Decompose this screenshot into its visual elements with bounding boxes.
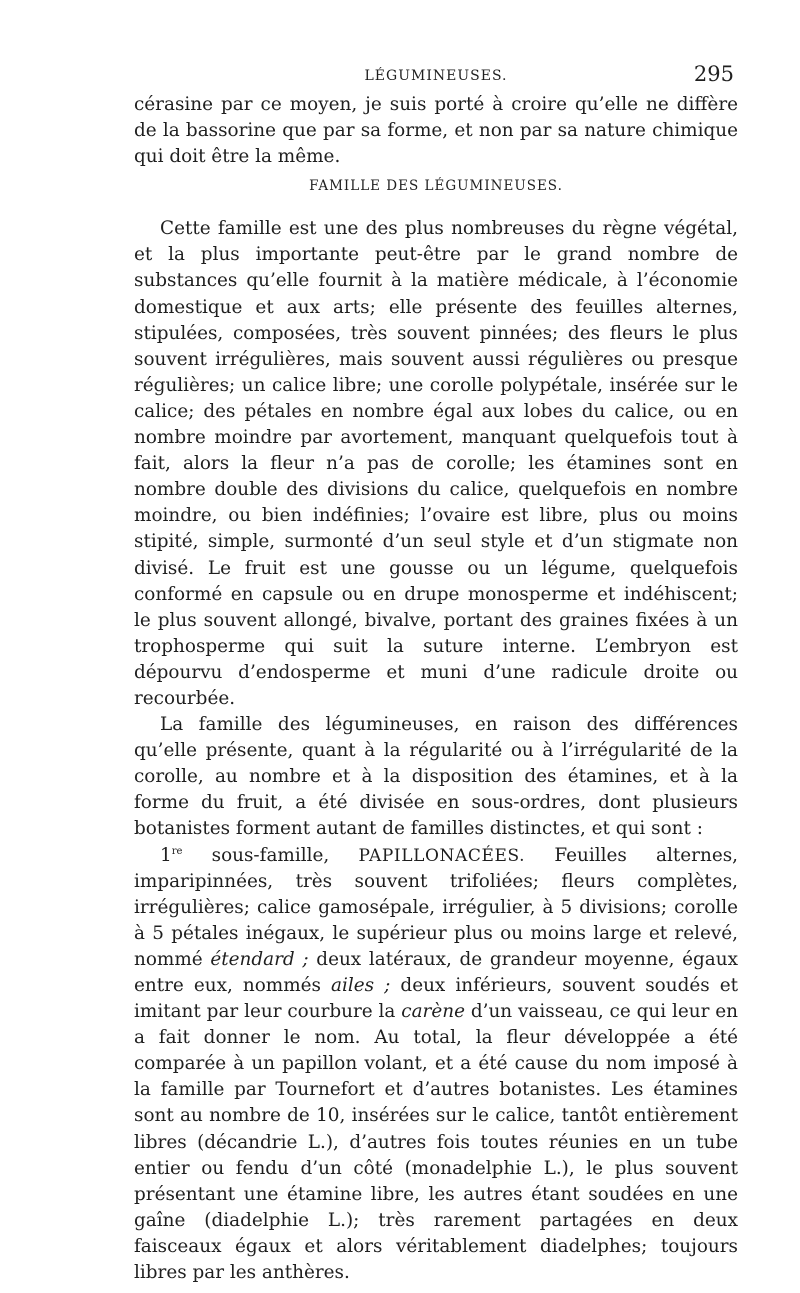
family-division-paragraph: La famille des légumineuses, en raison des différences qu’elle présente, quant à la régularité ou à l’irrégularité de la corolle, au nombre et à la disposition des étamines, et à la forme du fruit, a été divisée en sous-ordres, dont plusieurs botanistes forment autant de familles distinctes, et qui sont : <box>134 714 738 840</box>
subfamily-text-a: Feuilles alternes, imparipinnées, très souvent trifoliées; fleurs complètes, irrégulières; calice gamosépale, irrégulier, à 5 divisions; corolle à 5 pétales inégaux, le supérieur plus ou moins large et relevé, nommé <box>134 844 738 970</box>
running-title: LÉGUMINEUSES. <box>364 68 508 84</box>
term-ailes: ailes ; <box>331 975 391 996</box>
subfamily-lead: sous-famille, <box>182 844 359 866</box>
intro-paragraph: cérasine par ce moyen, je suis porté à croire qu’elle ne diffère de la bassorine que par sa forme, et non par sa nature chimique qui doit être la même. <box>134 94 738 168</box>
subfamily-name: PAPILLONACÉES. <box>358 845 526 866</box>
subfamily-ordinal: 1 <box>160 844 172 866</box>
subfamily-text-c: deux inférieurs, souvent soudés et imitant par leur courbure la <box>134 975 739 1023</box>
term-etendard: étendard ; <box>210 948 309 970</box>
section-heading: FAMILLE DES LÉGUMINEUSES. <box>309 178 563 195</box>
subfamily-text-b: deux latéraux, de grandeur moyenne, égaux entre eux, nommés <box>134 948 738 996</box>
running-head <box>134 62 738 92</box>
family-description-paragraph: Cette famille est une des plus nombreuses du règne végétal, et la plus importante peut-être par le grand nombre de substances qu’elle fournit à la matière médicale, à l’économie domestique et aux arts; elle présente des feuilles alternes, stipulées, composées, très souvent pinnées; des fleurs le plus souvent irrégulières, mais souvent aussi régulières ou presque régulières; un calice libre; une corolle polypétale, insérée sur le calice; des pétales en nombre égal aux lobes du calice, ou en nombre moindre par avortement, manquant quelquefois tout à fait, alors la fleur n’a pas de corolle; les étamines sont en nombre double des divisions du calice, quelquefois en nombre moindre, ou bien indéfinies; l’ovaire est libre, plus ou moins stipité, simple, surmonté d’un seul style et d’un stigmate non divisé. Le fruit est une gousse ou un légume, quelquefois conformé en capsule ou en drupe monosperme et indéhiscent; le plus souvent allongé, bivalve, portant des graines fixées à un trophosperme qui suit la suture interne. L’embryon est dépourvu d’endosperme et muni d’une radicule droite ou recourbée. <box>134 218 738 709</box>
term-carene: carène <box>401 1001 465 1023</box>
subfamily-ordinal-suffix: re <box>171 845 183 857</box>
page-number: 295 <box>693 62 734 86</box>
book-page <box>134 62 738 1286</box>
subfamily-paragraph <box>134 843 738 1287</box>
subfamily-text-d: d’un vaisseau, ce qui leur en a fait donner le nom. Au total, la fleur développée a été comparée à un papillon volant, et a été cause du nom imposé à la famille par Tournefort et d’autres botanistes. Les étamines sont au nombre de 10, insérées sur le calice, tantôt entièrement libres (décandrie L.), d’autres fois toutes réunies en un tube entier ou fendu d’un côté (monadelphie L.), le plus souvent présentant une étamine libre, les autres étant soudées en une gaîne (diadelphie L.); très rarement partagées en deux faisceaux égaux et alors véritablement diadelphes; toujours libres par les anthères. <box>134 1001 739 1284</box>
